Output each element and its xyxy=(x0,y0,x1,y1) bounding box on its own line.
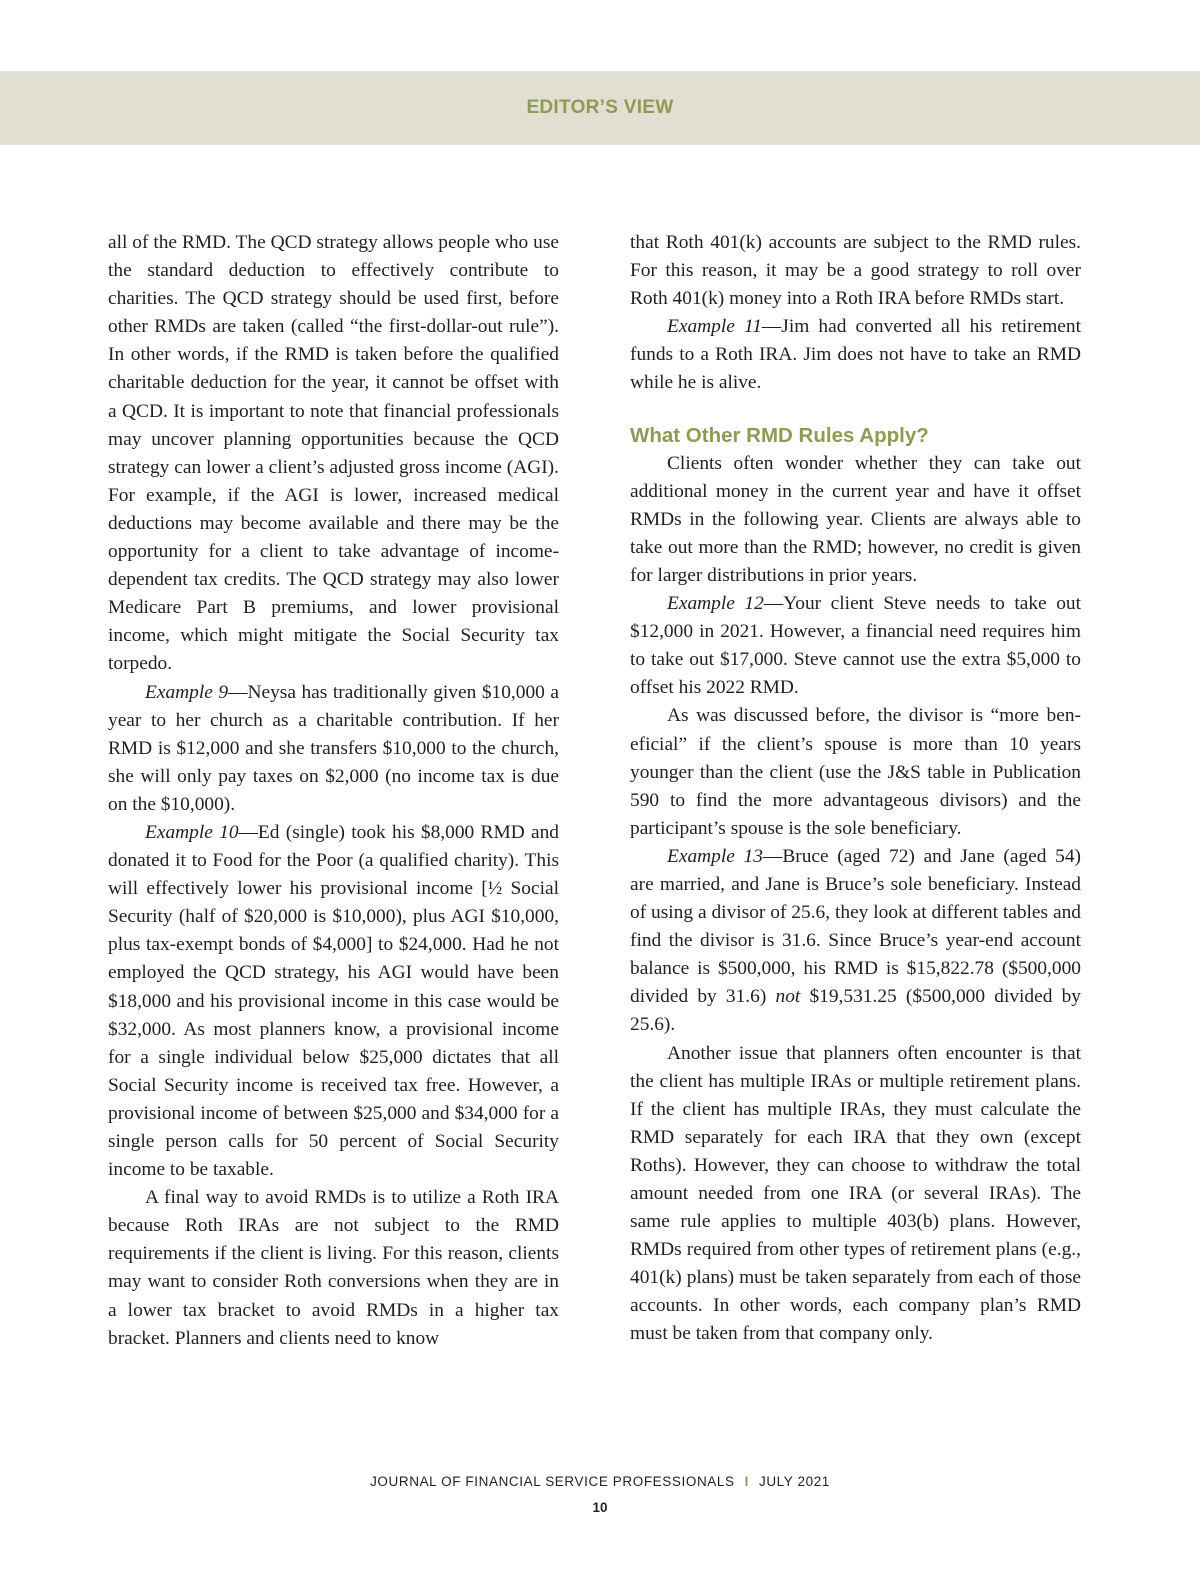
example-13-paragraph: Example 13—Bruce (aged 72) and Jane (aged 54) are married, and Jane is Bruce’s sole beneficiary. Instead of using a divisor of 25.6, they look at different tables and find the divisor is 31.6. Since Bruce’s year-end account balance is $500,000, his RMD is $15,822.78 ($500,000 divided by 31.6) not $19,531.25 ($500,000 divided by 25.6). xyxy=(630,845,1082,1036)
paragraph: Clients often wonder whether they can take out additional money in the current year and have it offset RMDs in the following year. Clients are always able to take out more than the RMD; however, no credit is given for larger distributions in prior years. xyxy=(630,452,1081,586)
journal-name: JOURNAL OF FINANCIAL SERVICE PROFESSIONALS xyxy=(370,1474,735,1489)
page-number: 10 xyxy=(592,1500,608,1515)
left-column xyxy=(108,229,559,1353)
paragraph: A final way to avoid RMDs is to utilize a Roth IRA because Roth IRAs are not subject to the RMD requirements if the client is living. For this reason, clients may want to consider Roth conversions when they are in a lower tax bracket to avoid RMDs in a higher tax bracket. Planners and clients need to know xyxy=(108,1187,559,1349)
example-10-paragraph: Example 10—Ed (single) took his $8,000 RMD and donated it to Food for the Poor (a qualified charity). This will effectively lower his provisional income [½ Social Security (half of $20,000 is $10,000), plus AGI $10,000, plus tax-exempt bonds of $4,000] to $24,000. Had he not employed the QCD strategy, his AGI would have been $18,000 and his provisional income in this case would be $32,000. As most planners know, a provisional income for a single individual below $25,000 dictates that all Social Security income is received tax free. However, a provisional income of between $25,000 and $34,000 for a single person calls for 50 percent of Social Security income to be taxable. xyxy=(108,821,559,1181)
paragraph: As was discussed before, the divisor is “more beneficial” if the client’s spouse is more than 10 years younger than the client (use the J&S table in Publication 590 to find the more advantageous divisors) and the participant’s spouse is the sole beneficiary. xyxy=(630,705,1081,839)
example-11-paragraph: Example 11—Jim had converted all his retirement funds to a Roth IRA. Jim does not have to take an RMD while he is alive. xyxy=(630,316,1081,394)
example-label: Example 13 xyxy=(667,845,763,867)
example-label: Example 12 xyxy=(667,593,764,615)
paragraph: all of the RMD. The QCD strategy allows people who use the standard deduction to effectively contribute to charities. The QCD strategy should be used first, before other RMDs are taken (called “the first-dollar-out rule”). In other words, if the RMD is taken before the qualified charitable deduction for the year, it cannot be offset with a QCD. It is important to note that financial professionals may uncover planning opportunities because the QCD strategy can lower a client’s adjusted gross income (AGI). For example, if the AGI is lower, increased medical deductions may become available and there may be the opportunity for a client to take advantage of income-dependent tax credits. The QCD strategy may also lower Medicare Part B premiums, and lower provisional income, which might mitigate the Social Security tax torpedo. xyxy=(108,232,559,675)
footer-separator: I xyxy=(744,1474,749,1489)
example-9-paragraph: Example 9—Neysa has traditionally given $10,000 a year to her church as a charitable contribution. If her RMD is $12,000 and she transfers $10,000 to the church, she will only pay taxes on $2,000 (no income tax is due on the $10,000). xyxy=(108,681,559,815)
running-footer xyxy=(0,1474,1200,1489)
right-column xyxy=(630,229,1081,1349)
paragraph: that Roth 401(k) accounts are subject to the RMD rules. For this reason, it may be a good strategy to roll over Roth 401(k) money into a Roth IRA before RMDs start. xyxy=(630,232,1081,310)
example-label: Example 10 xyxy=(145,821,239,843)
issue-date: JULY 2021 xyxy=(758,1474,830,1489)
section-title: EDITOR’S VIEW xyxy=(526,97,674,118)
section-heading: What Other RMD Rules Apply? xyxy=(630,423,929,447)
section-header-band xyxy=(0,71,1200,145)
example-label: Example 11 xyxy=(667,316,762,338)
paragraph: Another issue that planners often encounter is that the client has multiple IRAs or multiple retirement plans. If the client has multiple IRAs, they must calculate the RMD separately for each IRA that they own (except Roths). However, they can choose to withdraw the total amount needed from one IRA (or several IRAs). The same rule applies to multiple 403(b) plans. However, RMDs required from other types of retirement plans (e.g., 401(k) plans) must be taken separately from each of those accounts. In other words, each company plan’s RMD must be taken from that company only. xyxy=(630,1042,1081,1345)
example-label: Example 9 xyxy=(145,681,229,703)
example-12-paragraph: Example 12—Your client Steve needs to take out $12,000 in 2021. However, a financial need requires him to take out $17,000. Steve cannot use the extra $5,000 to offset his 2022 RMD. xyxy=(630,593,1082,699)
